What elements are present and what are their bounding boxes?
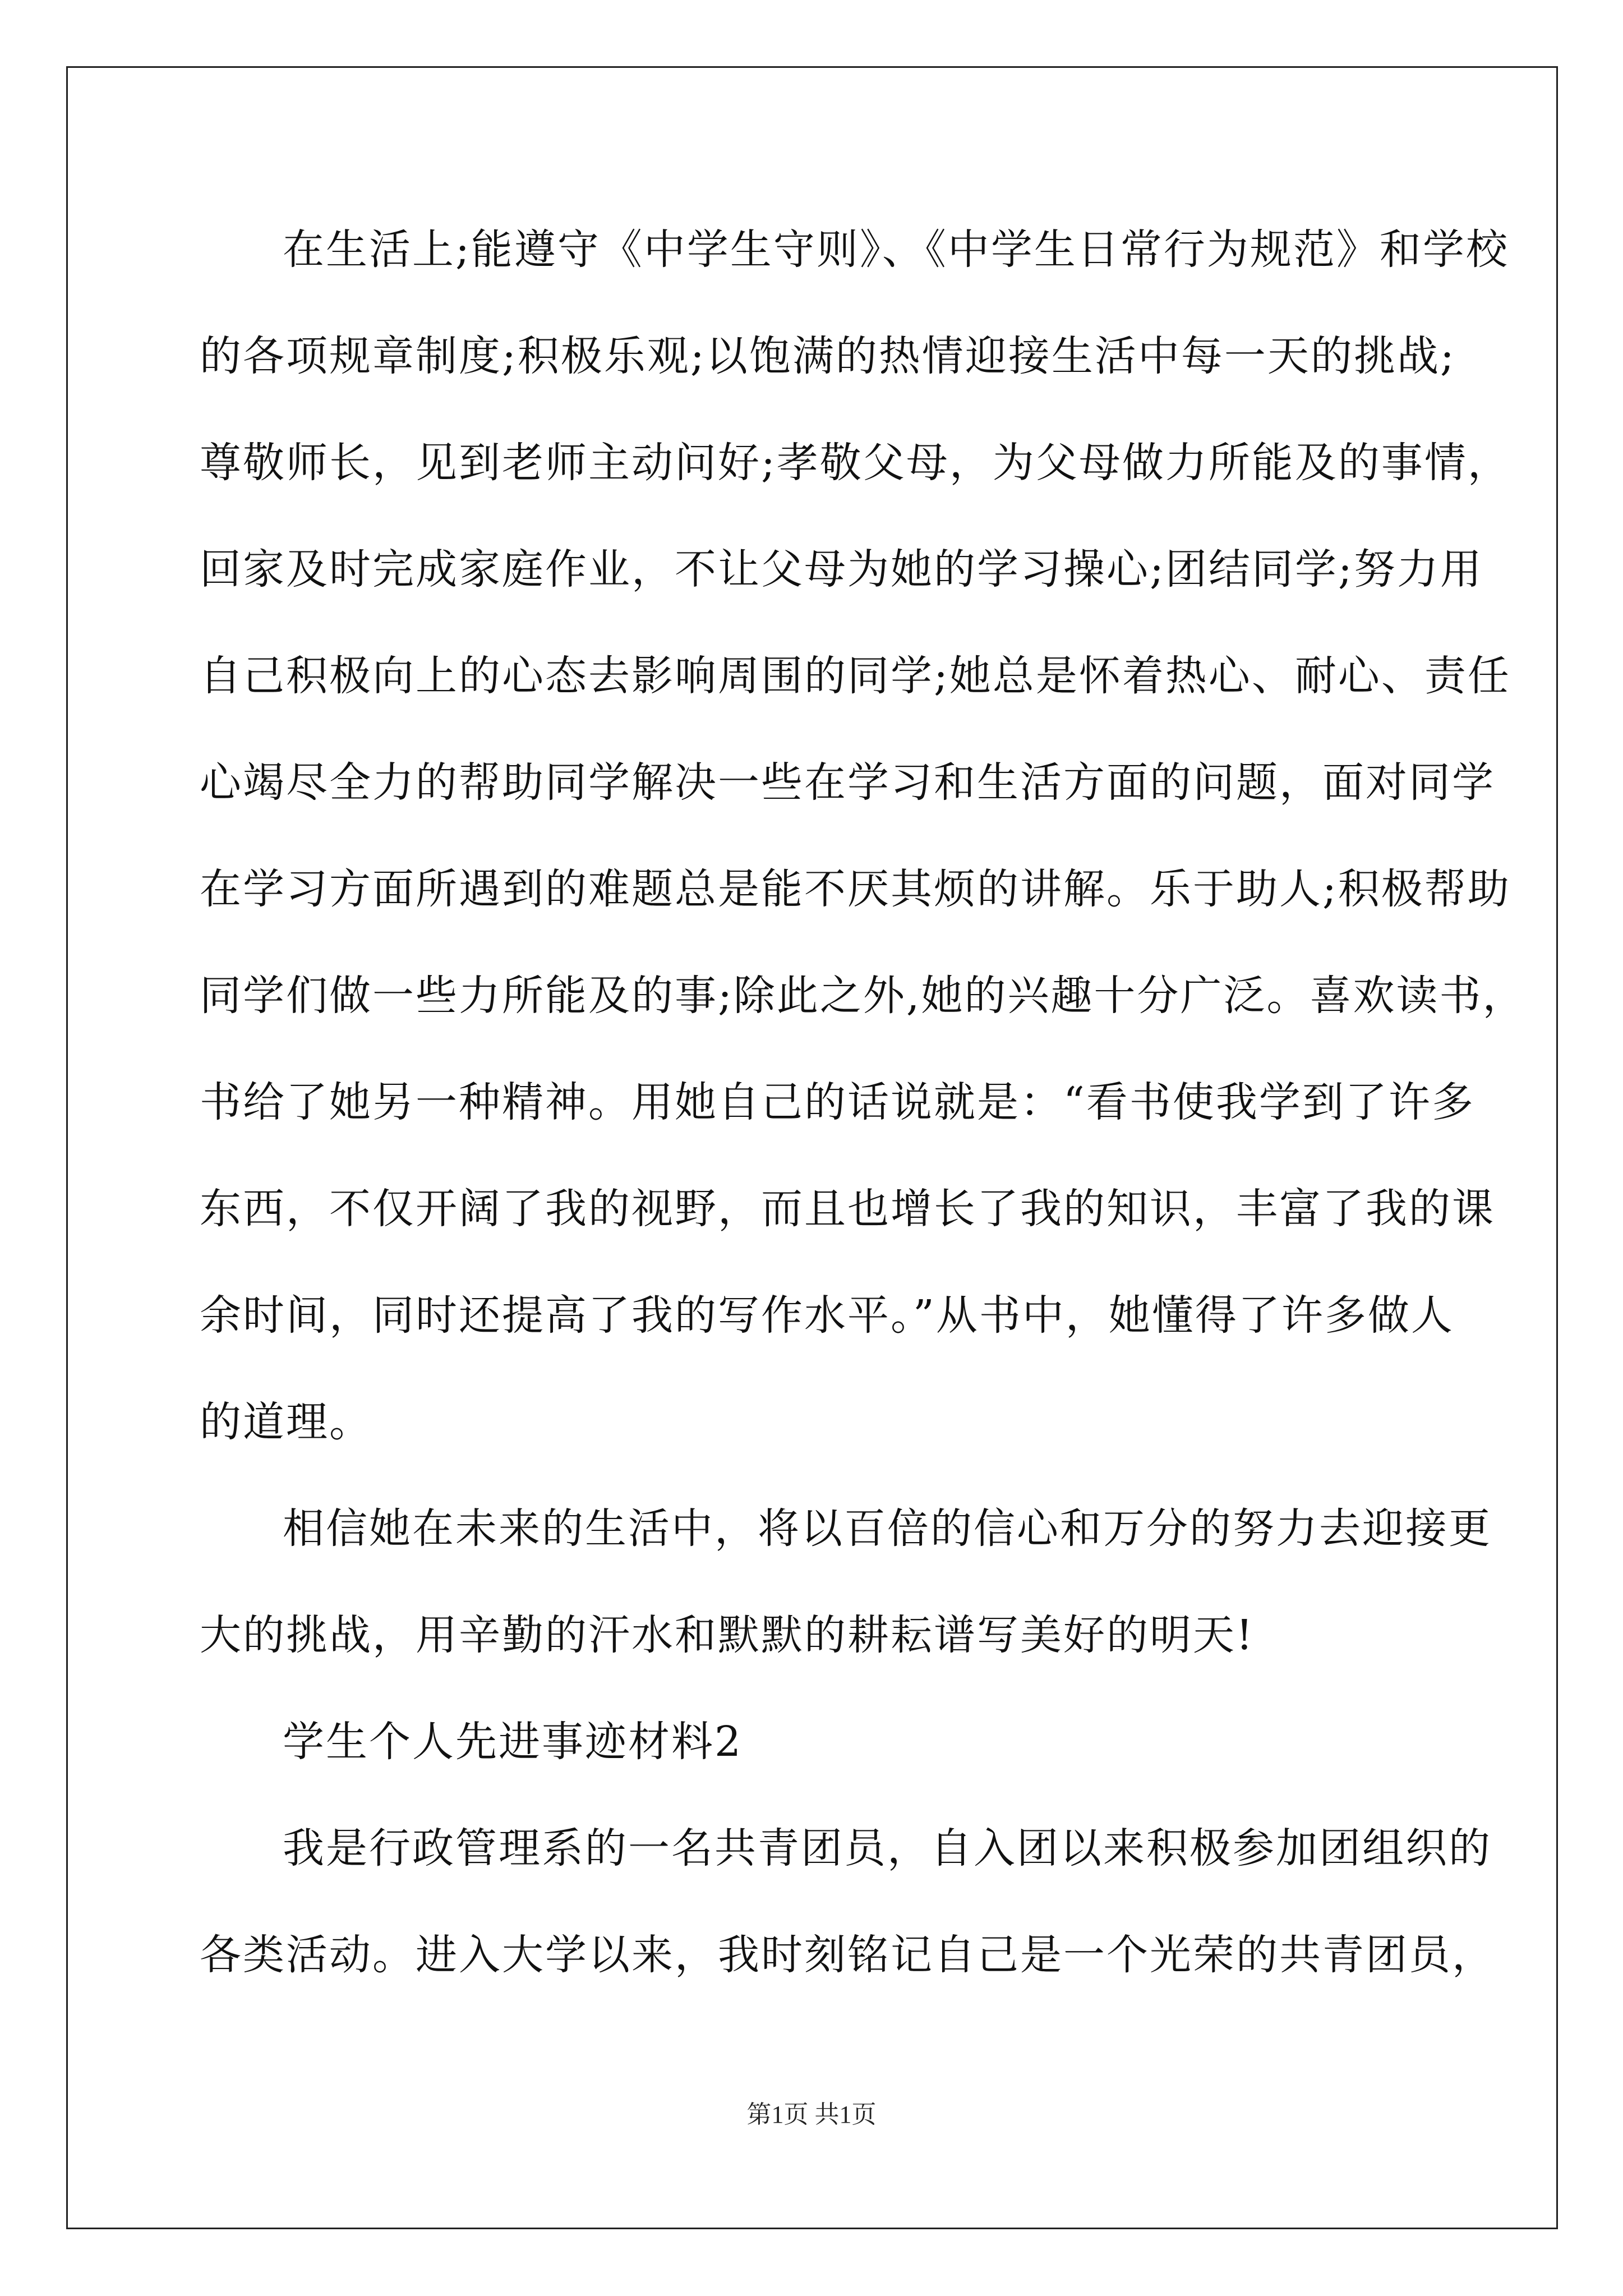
paragraph-line: 余时间，同时还提高了我的写作水平。”从书中，她懂得了许多做人 [200,1291,1454,1340]
paragraph-line: 的道理。 [200,1398,372,1446]
paragraph-line: 自己积极向上的心态去影响周围的同学;她总是怀着热心、耐心、责任 [200,652,1511,700]
paragraph-line: 书给了她另一种精神。用她自己的话说就是：“看书使我学到了许多 [200,1078,1475,1126]
paragraph-line: 在学习方面所遇到的难题总是能不厌其烦的讲解。乐于助人;积极帮助 [200,865,1511,913]
paragraph-line: 东西，不仅开阔了我的视野，而且也增长了我的知识，丰富了我的课 [200,1185,1495,1233]
paragraph-line: 同学们做一些力所能及的事;除此之外,她的兴趣十分广泛。喜欢读书， [200,972,1526,1020]
paragraph-line: 我是行政管理系的一名共青团员，自入团以来积极参加团组织的 [283,1824,1492,1872]
paragraph-line: 在生活上;能遵守《中学生守则》、《中学生日常行为规范》和学校 [283,226,1509,274]
paragraph-line: 大的挑战，用辛勤的汗水和默默的耕耘谱写美好的明天! [200,1611,1255,1659]
paragraph-line: 各类活动。进入大学以来，我时刻铭记自己是一个光荣的共青团员， [200,1931,1495,1979]
paragraph-line: 相信她在未来的生活中，将以百倍的信心和万分的努力去迎接更 [283,1504,1492,1553]
paragraph-line: 心竭尽全力的帮助同学解决一些在学习和生活方面的问题，面对同学 [200,758,1495,807]
paragraph-line: 的各项规章制度;积极乐观;以饱满的热情迎接生活中每一天的挑战; [200,332,1456,380]
page-border [66,66,1558,2229]
section-heading: 学生个人先进事迹材料2 [283,1718,743,1766]
paragraph-line: 尊敬师长，见到老师主动问好;孝敬父母，为父母做力所能及的事情， [200,439,1511,487]
page-footer: 第1页 共1页 [746,2101,877,2128]
paragraph-line: 回家及时完成家庭作业，不让父母为她的学习操心;团结同学;努力用 [200,545,1483,593]
